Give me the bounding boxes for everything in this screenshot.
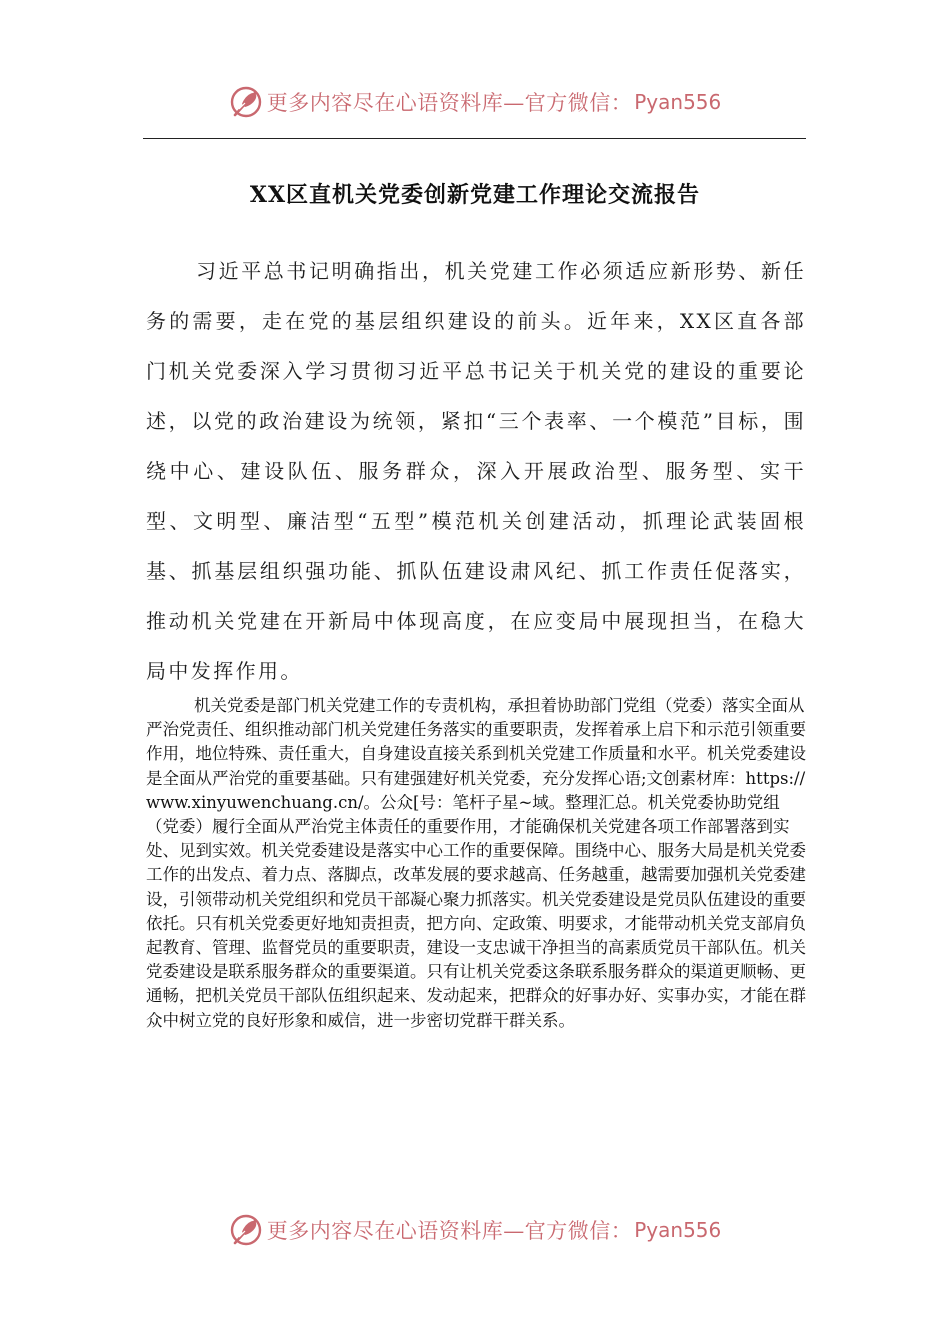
quill-logo-icon bbox=[229, 1213, 263, 1247]
wechat-id: Pyan556 bbox=[634, 1218, 722, 1242]
header-banner bbox=[0, 82, 950, 122]
footer-banner bbox=[0, 1210, 950, 1250]
body-paragraph-2: 机关党委是部门机关党建工作的专责机构，承担着协助部门党组（党委）落实全面从严治党责任、组织推动部门机关党建任务落实的重要职责，发挥着承上启下和示范引领重要作用，地位特殊、责任重大，自身建设直接关系到机关党建工作质量和水平。机关党委建设是全面从严治党的重要基础。只有建强建好机关党委，充分发挥心语;文创素材库：https://www.xinyuwenchuang.cn/。公众[号：笔杆子星~域。整理汇总。机关党委协助党组（党委）履行全面从严治党主体责任的重要作用，才能确保机关党建各项工作部署落到实处、见到实效。机关党委建设是落实中心工作的重要保障。围绕中心、服务大局是机关党委工作的出发点、着力点、落脚点，改革发展的要求越高、任务越重，越需要加强机关党委建设，引领带动机关党组织和党员干部凝心聚力抓落实。机关党委建设是党员队伍建设的重要依托。只有机关党委更好地知责担责，把方向、定政策、明要求，才能带动机关党支部肩负起教育、管理、监督党员的重要职责，建设一支忠诚干净担当的高素质党员干部队伍。机关党委建设是联系服务群众的重要渠道。只有让机关党委这条联系服务群众的渠道更顺畅、更通畅，把机关党员干部队伍组织起来、发动起来，把群众的好事办好、实事办实，才能在群众中树立党的良好形象和威信，进一步密切党群干群关系。 bbox=[146, 696, 806, 1030]
banner-slogan: 更多内容尽在心语资料库—官方微信： bbox=[266, 91, 633, 115]
wechat-id: Pyan556 bbox=[634, 90, 722, 114]
quill-logo-icon bbox=[229, 85, 263, 119]
banner-slogan: 更多内容尽在心语资料库—官方微信： bbox=[266, 1219, 633, 1243]
page-title: XX区直机关党委创新党建工作理论交流报告 bbox=[249, 182, 701, 208]
header-divider bbox=[143, 138, 806, 139]
body-paragraph-1: 习近平总书记明确指出，机关党建工作必须适应新形势、新任务的需要，走在党的基层组织建设的前头。近年来，XX区直各部门机关党委深入学习贯彻习近平总书记关于机关党的建设的重要论述，以党的政治建设为统领，紧扣“三个表率、一个模范”目标，围绕中心、建设队伍、服务群众，深入开展政治型、服务型、实干型、文明型、廉洁型“五型”模范机关创建活动，抓理论武装固根基、抓基层组织强功能、抓队伍建设肃风纪、抓工作责任促落实，推动机关党建在开新局中体现高度，在应变局中展现担当，在稳大局中发挥作用。 bbox=[146, 259, 806, 683]
